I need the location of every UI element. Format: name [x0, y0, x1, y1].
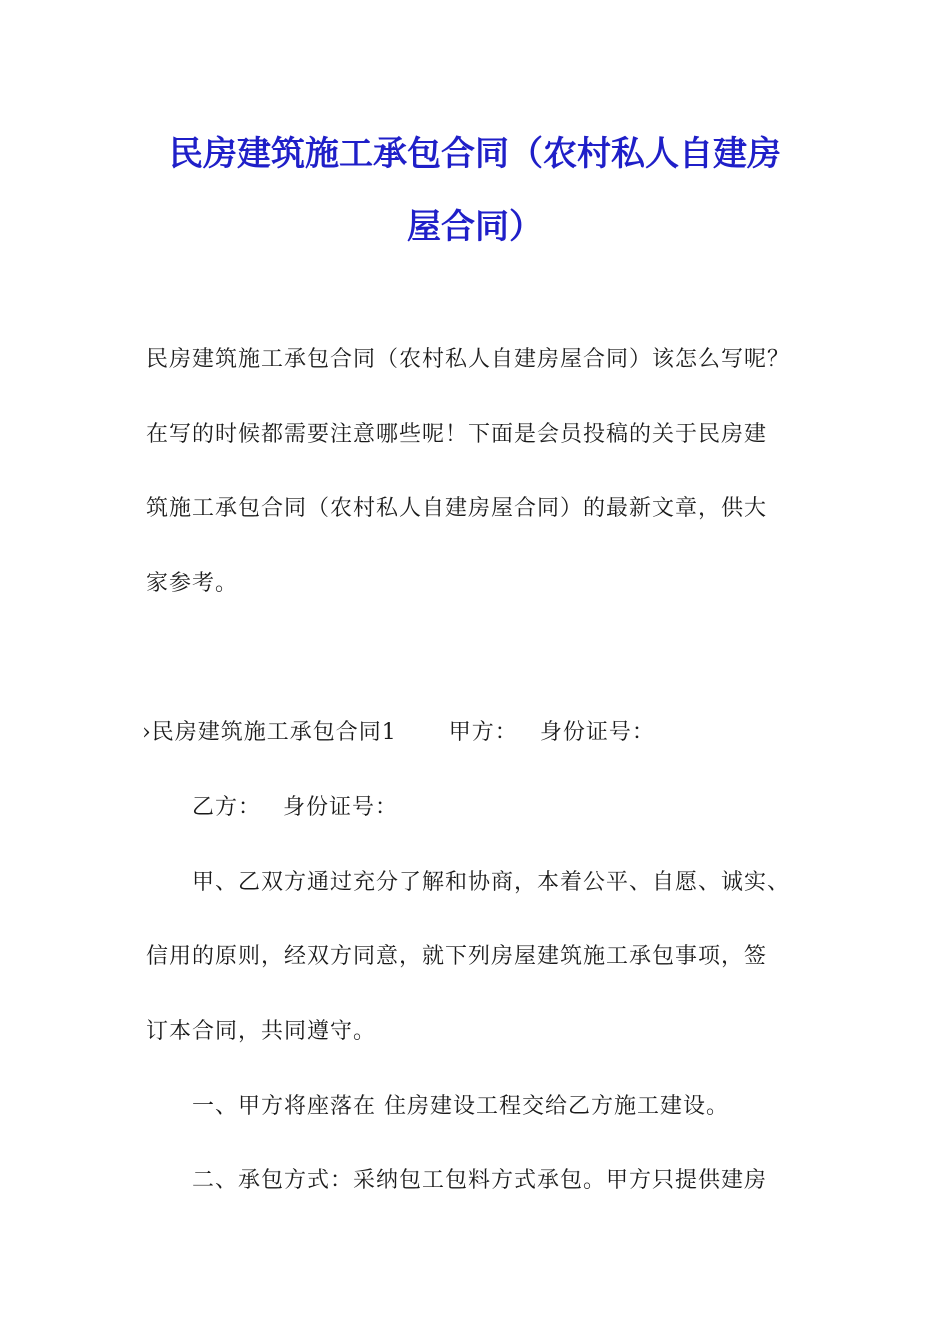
paragraph-line-1: 甲、乙双方通过充分了解和协商，本着公平、自愿、诚实、 — [192, 870, 791, 895]
party-b-row — [192, 795, 398, 821]
party-b-label: 乙方： — [192, 795, 262, 820]
intro-line-3: 筑施工承包合同（农村私人自建房屋合同）的最新文章，供大 — [146, 496, 768, 521]
party-a-id-label: 身份证号： — [539, 720, 655, 745]
section-heading-row — [142, 720, 655, 746]
intro-line-1: 民房建筑施工承包合同（农村私人自建房屋合同）该怎么写呢？ — [146, 347, 791, 372]
intro-line-2: 在写的时候都需要注意哪些呢！下面是会员投稿的关于民房建 — [146, 422, 768, 447]
document-title-line-2: 屋合同） — [407, 207, 543, 247]
paragraph-line-3: 订本合同，共同遵守。 — [146, 1019, 377, 1044]
clause-2: 二、承包方式：采纳包工包料方式承包。甲方只提供建房 — [192, 1168, 768, 1193]
intro-line-4: 家参考。 — [146, 571, 239, 596]
section-heading: ›民房建筑施工承包合同1 — [142, 720, 397, 745]
paragraph-line-2: 信用的原则，经双方同意，就下列房屋建筑施工承包事项，签 — [146, 944, 768, 969]
party-b-id-label: 身份证号： — [283, 795, 399, 820]
party-a-label: 甲方： — [448, 720, 518, 745]
document-title-line-1: 民房建筑施工承包合同（农村私人自建房 — [169, 134, 781, 174]
clause-1: 一、甲方将座落在 住房建设工程交给乙方施工建设。 — [192, 1094, 729, 1119]
